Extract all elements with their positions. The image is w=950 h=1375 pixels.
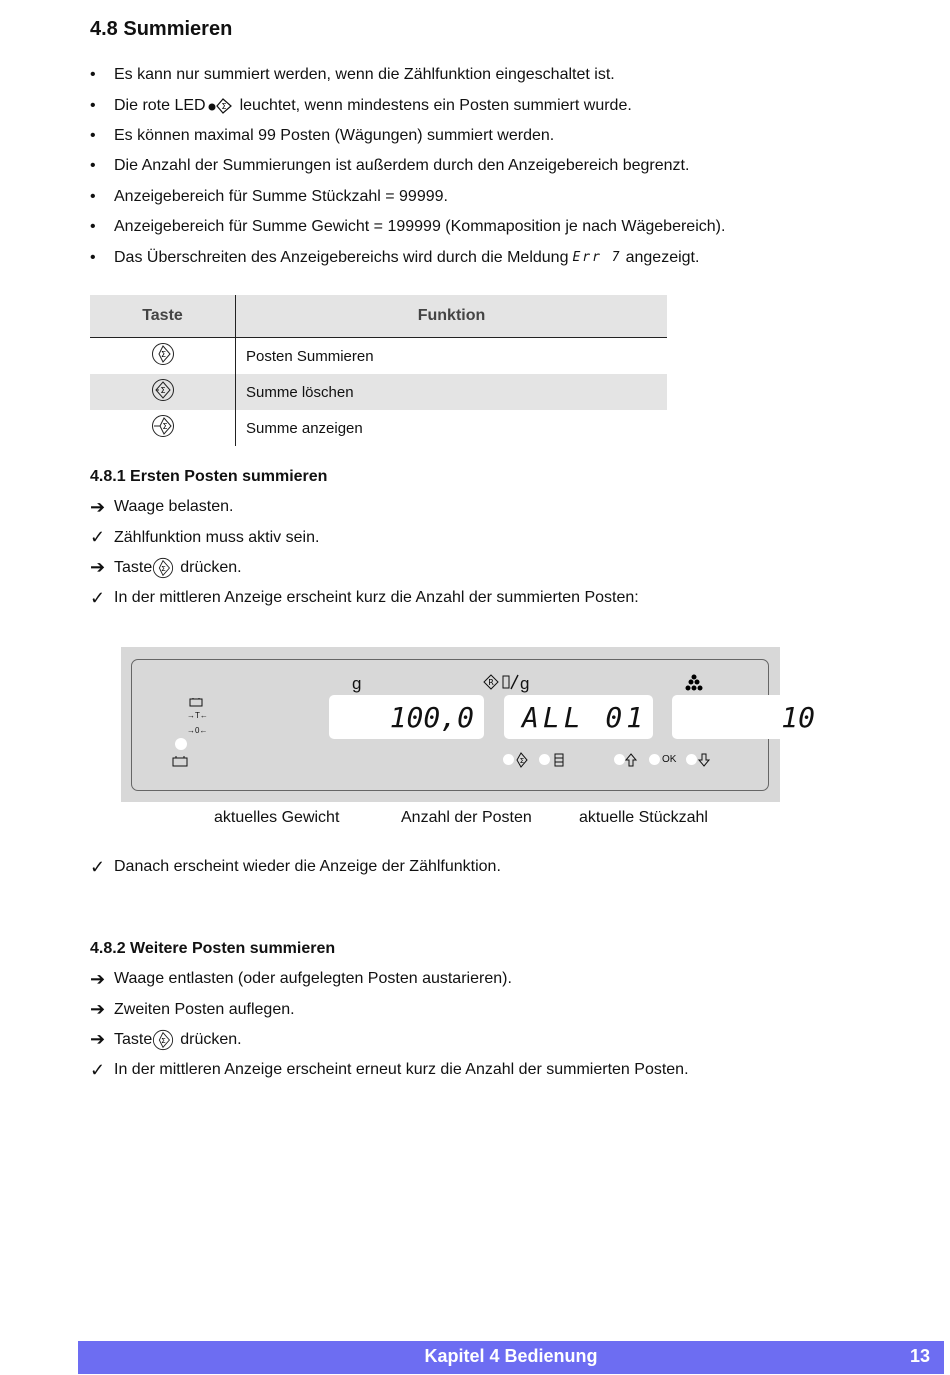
- bullet-text: Die rote LED: [114, 96, 206, 114]
- sum-led-icon: [208, 97, 234, 115]
- sum-led-icon: [514, 752, 528, 768]
- bullet-text: Die Anzahl der Summierungen ist außerdem durch den Anzeigebereich begrenzt.: [114, 157, 690, 175]
- table-row: [90, 410, 667, 446]
- count-caption: Anzahl der Posten: [401, 809, 532, 826]
- table-header-key: Taste: [90, 295, 236, 338]
- subsection-title: 4.8.2 Weitere Posten summieren: [90, 940, 336, 957]
- arrow-up-icon: [625, 753, 637, 767]
- count-mode-icon: [483, 673, 519, 691]
- sum-key-icon: [152, 1029, 174, 1051]
- bullet-text: angezeigt.: [625, 248, 700, 266]
- memory-led: [539, 754, 550, 765]
- weight-caption: aktuelles Gewicht: [214, 809, 340, 826]
- battery-icon: [189, 697, 203, 707]
- page-footer: [78, 1341, 944, 1374]
- step-list: [90, 492, 870, 614]
- note: [90, 852, 870, 882]
- ok-label: OK: [662, 754, 677, 765]
- step-text: Zweiten Posten auflegen.: [114, 1000, 295, 1018]
- error-code: Err 7: [572, 250, 622, 266]
- mid-unit: g: [520, 674, 530, 693]
- svg-text:Σ: Σ: [159, 386, 166, 395]
- pieces-icon: [684, 674, 704, 692]
- bullet-text: Es können maximal 99 Posten (Wägungen) summiert werden.: [114, 126, 555, 144]
- list-item: [90, 583, 870, 613]
- svg-text:Σ: Σ: [161, 422, 168, 431]
- section-title: 4.8 Summieren: [90, 18, 233, 40]
- scale-display-panel: [121, 647, 815, 802]
- list-item: [90, 852, 870, 882]
- list-item: [90, 994, 870, 1024]
- lower-limit-led: [686, 754, 697, 765]
- list-item: [90, 553, 870, 583]
- battery-icon: [172, 755, 188, 767]
- key-function-table: [90, 295, 667, 446]
- list-item: • Das Überschreiten des Anzeigebereichs wird durch die Meldung Err 7 angezeigt.: [90, 248, 700, 266]
- bullet-text: Das Überschreiten des Anzeigebereichs wird durch die Meldung: [114, 248, 569, 266]
- zero-indicator: →0←: [187, 726, 208, 735]
- svg-text:Σ: Σ: [519, 757, 525, 765]
- step-text: Taste: [114, 558, 153, 576]
- step-text: Zählfunktion muss aktiv sein.: [114, 528, 320, 546]
- pieces-caption: aktuelle Stückzahl: [579, 809, 708, 826]
- bullet-text: Es kann nur summiert werden, wenn die Zählfunktion eingeschaltet ist.: [114, 66, 615, 84]
- table-row: [90, 374, 667, 410]
- table-header-function: Funktion: [236, 295, 668, 338]
- check-icon: ✓: [90, 856, 106, 877]
- list-item: • Es können maximal 99 Posten (Wägungen) summiert werden.: [90, 126, 555, 144]
- action-arrow-icon: ➔: [90, 968, 106, 989]
- step-text: Waage belasten.: [114, 498, 234, 516]
- sum-display-key-icon: [151, 414, 175, 438]
- list-item: [90, 522, 870, 552]
- step-text: In der mittleren Anzeige erscheint erneut kurz die Anzahl der summierten Posten.: [114, 1061, 689, 1079]
- svg-text:Σ: Σ: [161, 563, 167, 573]
- list-item: • Anzeigebereich für Summe Gewicht = 199999 (Kommaposition je nach Wägebereich).: [90, 218, 726, 236]
- step-text: drücken.: [180, 558, 242, 576]
- list-item: • Anzeigebereich für Summe Stückzahl = 99999.: [90, 187, 448, 205]
- list-item: • Die Anzahl der Summierungen ist außerdem durch den Anzeigebereich begrenzt.: [90, 157, 690, 175]
- status-led: [175, 738, 187, 750]
- list-item: [90, 492, 870, 522]
- page-number: 13: [909, 1346, 930, 1366]
- svg-text:R: R: [488, 678, 494, 687]
- weight-display: 100,0: [329, 695, 484, 739]
- tare-indicator: →T←: [187, 711, 208, 720]
- sum-key-icon: [152, 557, 174, 579]
- step-text: Taste: [114, 1030, 153, 1048]
- list-item: [90, 1055, 870, 1085]
- count-display: ALL 01: [504, 695, 653, 739]
- step-text: Waage entlasten (oder aufgelegten Posten austarieren).: [114, 970, 512, 988]
- arrow-down-icon: [698, 753, 710, 767]
- action-arrow-icon: ➔: [90, 999, 106, 1020]
- check-icon: ✓: [90, 527, 106, 548]
- action-arrow-icon: ➔: [90, 557, 106, 578]
- svg-text:Σ: Σ: [161, 1035, 167, 1045]
- bullet-text: Anzeigebereich für Summe Gewicht = 199999 (Kommaposition je nach Wägebereich).: [114, 218, 726, 236]
- bullet-text: Anzeigebereich für Summe Stückzahl = 99999.: [114, 187, 448, 205]
- list-item: • Es kann nur summiert werden, wenn die Zählfunktion eingeschaltet ist.: [90, 66, 615, 84]
- subsection-title: 4.8.1 Ersten Posten summieren: [90, 468, 328, 485]
- table-cell-function: Summe anzeigen: [246, 419, 363, 437]
- upper-limit-led: [614, 754, 625, 765]
- list-item: [90, 964, 870, 994]
- svg-text:Σ: Σ: [160, 350, 166, 359]
- step-text: drücken.: [180, 1030, 242, 1048]
- table-cell-function: Posten Summieren: [246, 347, 374, 365]
- step-text: In der mittleren Anzeige erscheint kurz die Anzahl der summierten Posten:: [114, 589, 639, 607]
- weight-unit: g: [352, 674, 362, 693]
- svg-text:Σ: Σ: [221, 101, 227, 111]
- bullet-list: [90, 60, 850, 273]
- pieces-display: 10: [672, 695, 829, 739]
- action-arrow-icon: ➔: [90, 496, 106, 517]
- list-item: [90, 1025, 870, 1055]
- check-icon: ✓: [90, 1059, 106, 1080]
- list-item: • Die rote LED Σ leuchtet, wenn mindestens ein Posten summiert wurde.: [90, 96, 632, 114]
- sum-led: [503, 754, 514, 765]
- action-arrow-icon: ➔: [90, 1029, 106, 1050]
- check-icon: ✓: [90, 587, 106, 608]
- table-row: [90, 338, 667, 375]
- chapter-title: Kapitel 4 Bedienung: [424, 1346, 598, 1366]
- ok-led: [649, 754, 660, 765]
- table-cell-function: Summe löschen: [236, 374, 668, 410]
- bullet-text: leuchtet, wenn mindestens ein Posten summiert wurde.: [239, 96, 632, 114]
- memory-icon: [554, 753, 564, 767]
- step-text: Danach erscheint wieder die Anzeige der Zählfunktion.: [114, 858, 501, 876]
- sum-clear-key-icon: [151, 378, 175, 402]
- step-list: [90, 964, 870, 1086]
- sum-key-icon: [151, 342, 175, 366]
